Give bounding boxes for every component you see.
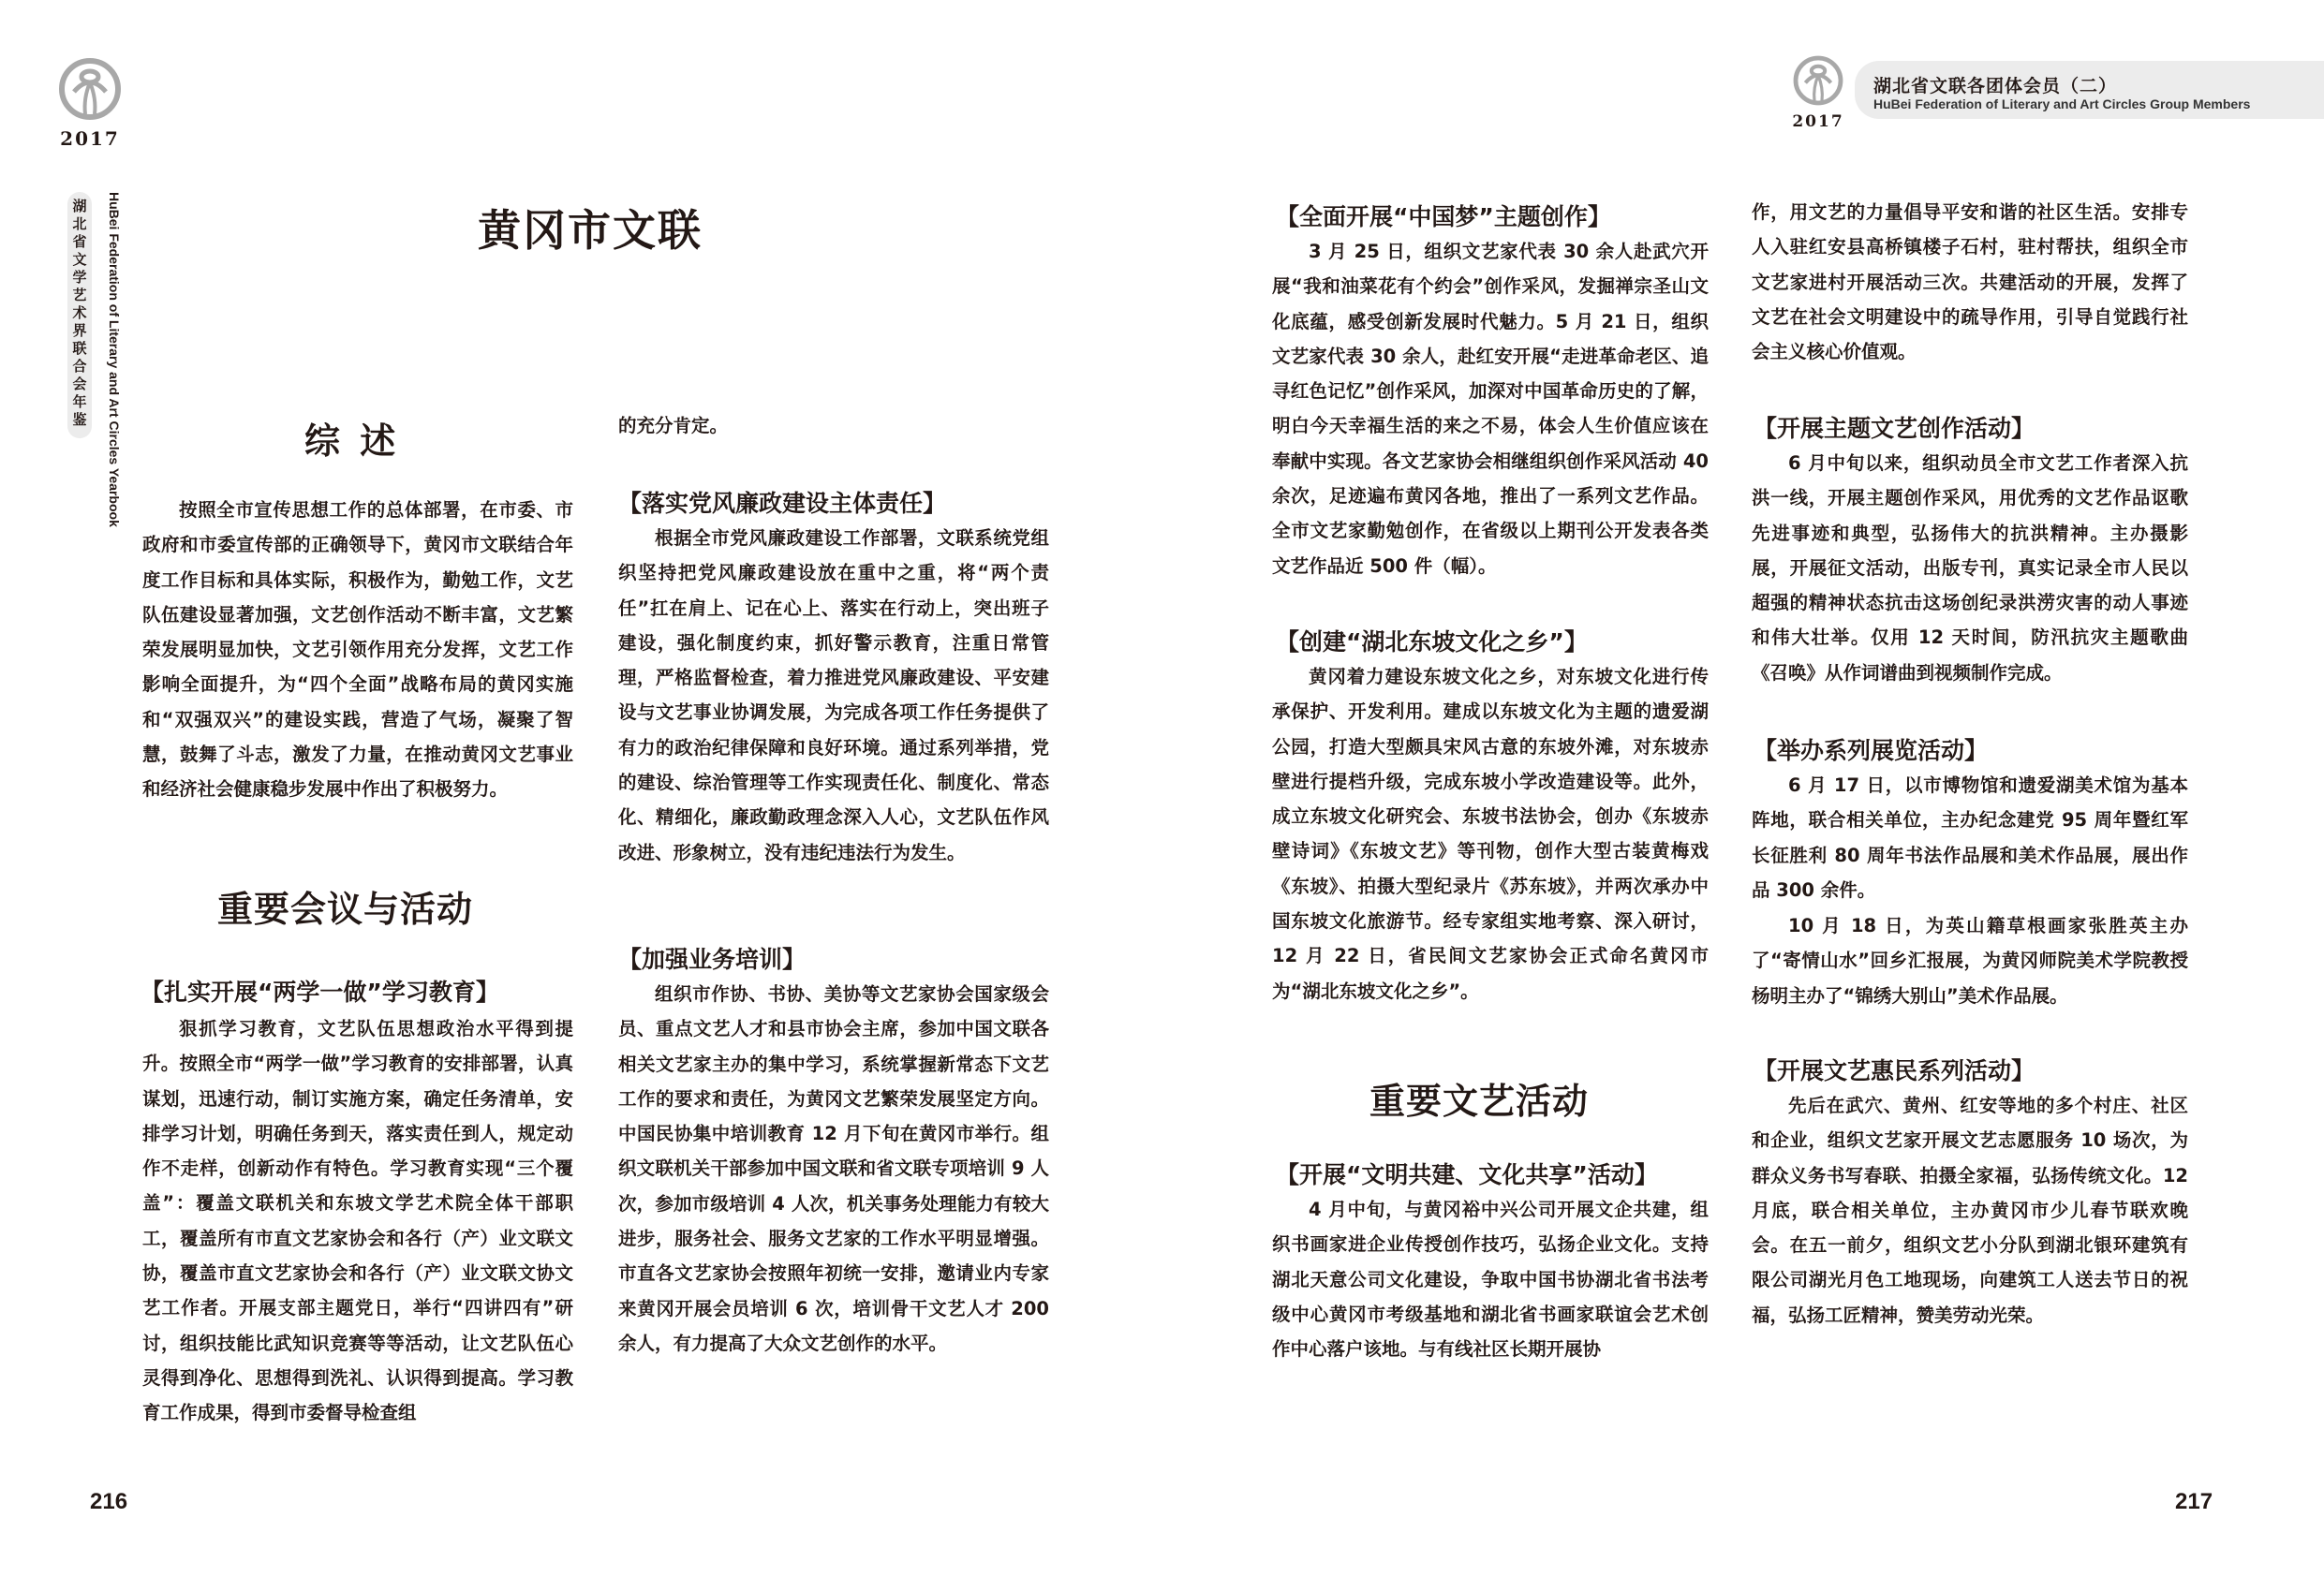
section-title-overview: 综 述: [304, 420, 400, 462]
item-heading-exhibitions: 【举办系列展览活动】: [1754, 737, 1989, 764]
item-text-study: 狠抓学习教育，文艺队伍思想政治水平得到提升。按照全市“两学一做”学习教育的安排部署，认真谋划，迅速行动，制订实施方案，确定任务清单，安排学习计划，明确任务到天，落实责任到人，规定动作不走样，创新动作有特色。学习教育实现“三个覆盖”：覆盖文联机关和东坡文学艺术院全体干部职工，覆盖所有市直文艺家协会和各行（产）业文联文协，覆盖市直文艺家协会和各行（产）业文联文协文艺工作者。开展支部主题党日，举行“四讲四有”研讨，组织技能比武知识竞赛等等活动，让文艺队伍心灵得到净化、思想得到洗礼、认识得到提高。学习教育工作成果，得到市委督导检查组: [142, 1018, 573, 1424]
section-title-meetings: 重要会议与活动: [217, 889, 474, 930]
vertical-title-cn: [67, 198, 92, 429]
item-heading-china-dream: 【全面开展“中国梦”主题创作】: [1276, 203, 1611, 230]
header-title-en: HuBei Federation of Literary and Art Circles Group Members: [1873, 96, 2251, 111]
item-heading-integrity: 【落实党风廉政建设主体责任】: [618, 490, 947, 517]
item-text-public-benefit: 先后在武穴、黄州、红安等地的多个村庄、社区和企业，组织文艺家开展文艺志愿服务 10 场次，为群众义务书写春联、拍摄全家福，弘扬传统文化。12 月底，联合相关单位，主办黄冈市少儿春节联欢晚会。在五一前夕，组织文艺小分队到湖北银环建筑有限公司湖光月色工地现场，向建筑工人送去节日的祝福，弘扬工匠精神，赞美劳动光荣。: [1752, 1095, 2188, 1326]
overview-paragraph: 按照全市宣传思想工作的总体部署，在市委、市政府和市委宣传部的正确领导下，黄冈市文联结合年度工作目标和具体实际，积极作为，勤勉工作，文艺队伍建设显著加强，文艺创作活动不断丰富，文艺繁荣发展明显加快，文艺引领作用充分发挥，文艺工作影响全面提升，为“四个全面”战略布局的黄冈实施和“双强双兴”的建设实践，营造了气场，凝聚了智慧，鼓舞了斗志，激发了力量，在推动黄冈文艺事业和经济社会健康稳步发展中作出了积极努力。: [142, 499, 573, 801]
item-text-exhibitions: 6 月 17 日，以市博物馆和遗爱湖美术馆为基本阵地，联合相关单位，主办纪念建党 95 周年暨红军长征胜利 80 周年书法作品展和美术作品展，展出作品 300 余件。: [1752, 774, 2188, 901]
vertical-title-char: 省: [72, 233, 87, 250]
item-heading-civilization: 【开展“文明共建、文化共享”活动】: [1276, 1161, 1658, 1188]
vertical-title-char: 北: [72, 215, 87, 232]
logo-year-right: 2017: [1792, 112, 1844, 131]
item-heading-training: 【加强业务培训】: [618, 946, 807, 973]
vertical-title-char: 界: [72, 322, 87, 339]
item-text-civilization: 4 月中旬，与黄冈裕中兴公司开展文企共建，组织书画家进企业传授创作技巧，弘扬企业文化。支持湖北天意公司文化建设，争取中国书协湖北省书法考级中心黄冈市考级基地和湖北省书画家联谊会艺术创作中心落户该地。与有线社区长期开展协: [1272, 1199, 1709, 1361]
vertical-title-band: [67, 192, 92, 438]
page-number-left: 216: [90, 1489, 128, 1514]
item-text-integrity: 根据全市党风廉政建设工作部署，文联系统党组织坚持把党风廉政建设放在重中之重，将“两个责任”扛在肩上、记在心上、落实在行动上，突出班子建设，强化制度约束，抓好警示教育，注重日常管理，严格监督检查，着力推进党风廉政建设、平安建设与文艺事业协调发展，为完成各项工作任务提供了有力的政治纪律保障和良好环境。通过系列举措，党的建设、综治管理等工作实现责任化、制度化、常态化、精细化，廉政勤政理念深入人心，文艺队伍作风改进、形象树立，没有违纪违法行为发生。: [618, 527, 1049, 863]
item-heading-public-benefit: 【开展文艺惠民系列活动】: [1754, 1057, 2035, 1084]
page-title: 黄冈市文联: [478, 205, 703, 256]
yearbook-logo-right: [1785, 54, 1851, 131]
item-text-dongpo: 黄冈着力建设东坡文化之乡，对东坡文化进行传承保护、开发利用。建成以东坡文化为主题的遗爱湖公园，打造大型颇具宋风古意的东坡外滩，对东坡赤壁进行提档升级，完成东坡小学改造建设等。此外，成立东坡文化研究会、东坡书法协会，创办《东坡赤壁诗词》《东坡文艺》等刊物，创作大型古装黄梅戏《东坡》、拍摄大型纪录片《苏东坡》，并两次承办中国东坡文化旅游节。经专家组实地考察、深入研讨，12 月 22 日，省民间文艺家协会正式命名黄冈市为“湖北东坡文化之乡”。: [1272, 666, 1709, 1002]
item-text-china-dream: 3 月 25 日，组织文艺家代表 30 余人赴武穴开展“我和油菜花有个约会”创作采风，发掘禅宗圣山文化底蕴，感受创新发展时代魅力。5 月 21 日，组织文艺家代表 30 余人，赴红安开展“走进革命老区、追寻红色记忆”创作采风，加深对中国革命历史的了解，明白今天幸福生活的来之不易，体会人生价值应该在奉献中实现。各文艺家协会相继组织创作采风活动 40 余次，足迹遍布黄冈各地，推出了一系列文艺作品。全市文艺家勤勉创作，在省级以上期刊公开发表各类文艺作品近 500 件（幅）。: [1272, 241, 1709, 577]
section-title-arts: 重要文艺活动: [1369, 1081, 1590, 1122]
right-page: [1162, 0, 2324, 1577]
item-text-training: 组织市作协、书协、美协等文艺家协会国家级会员、重点文艺人才和县市协会主席，参加中国文联各相关文艺家主办的集中学习，系统掌握新常态下文艺工作的要求和责任，为黄冈文艺繁荣发展坚定方向。中国民协集中培训教育 12 月下旬在黄冈市举行。组织文联机关干部参加中国文联和省文联专项培训 9 人次，参加市级培训 4 人次，机关事务处理能力有较大进步，服务社会、服务文艺家的工作水平明显增强。市直各文艺家协会按照年初统一安排，邀请业内专家来黄冈开展会员培训 6 次，培训骨干文艺人才 200 余人，有力提高了大众文艺创作的水平。: [618, 983, 1049, 1354]
header-title-cn: 湖北省文联各团体会员（二）: [1873, 76, 2118, 96]
federation-emblem-icon: [57, 56, 123, 122]
item-heading-theme-creation: 【开展主题文艺创作活动】: [1754, 415, 2035, 442]
vertical-title-char: 湖: [72, 198, 87, 214]
vertical-title-char: 年: [72, 393, 87, 410]
logo-year: 2017: [60, 127, 120, 150]
vertical-title-char: 合: [72, 358, 87, 375]
vertical-title-char: 艺: [72, 287, 87, 303]
item-heading-study: 【扎实开展“两学一做”学习教育】: [141, 979, 499, 1006]
vertical-title-char: 联: [72, 340, 87, 357]
vertical-title-char: 学: [72, 269, 87, 286]
item-text-exhibitions-2: 10 月 18 日，为英山籍草根画家张胜英主办了“寄情山水”回乡汇报展，为黄冈师院美术学院教授杨明主办了“锦绣大别山”美术作品展。: [1752, 915, 2188, 1007]
vertical-title-char: 鉴: [72, 411, 87, 428]
item-heading-dongpo: 【创建“湖北东坡文化之乡”】: [1276, 628, 1588, 656]
item-text-theme-creation: 6 月中旬以来，组织动员全市文艺工作者深入抗洪一线，开展主题创作采风，用优秀的文艺作品讴歌先进事迹和典型，弘扬伟大的抗洪精神。主办摄影展，开展征文活动，出版专刊，真实记录全市人民以超强的精神状态抗击这场创纪录洪涝灾害的动人事迹和伟大壮举。仅用 12 天时间，防汛抗灾主题歌曲《召唤》从作词谱曲到视频制作完成。: [1752, 452, 2188, 684]
page-number-right: 217: [2175, 1489, 2213, 1514]
vertical-title-char: 会: [72, 376, 87, 392]
vertical-title-char: 文: [72, 251, 87, 268]
item-text-study-continuation: 的充分肯定。: [618, 415, 729, 436]
federation-emblem-icon: [1792, 54, 1844, 107]
item-text-civilization-continuation: 作，用文艺的力量倡导平安和谐的社区生活。安排专人入驻红安县高桥镇楼子石村，驻村帮扶，组织全市文艺家进村开展活动三次。共建活动的开展，发挥了文艺在社会文明建设中的疏导作用，引导自觉践行社会主义核心价值观。: [1752, 201, 2188, 363]
running-header: [1855, 61, 2324, 119]
vertical-title-en: HuBei Federation of Literary and Art Circles Yearbook: [107, 192, 122, 527]
yearbook-logo: [54, 56, 126, 150]
vertical-title-char: 术: [72, 304, 87, 321]
